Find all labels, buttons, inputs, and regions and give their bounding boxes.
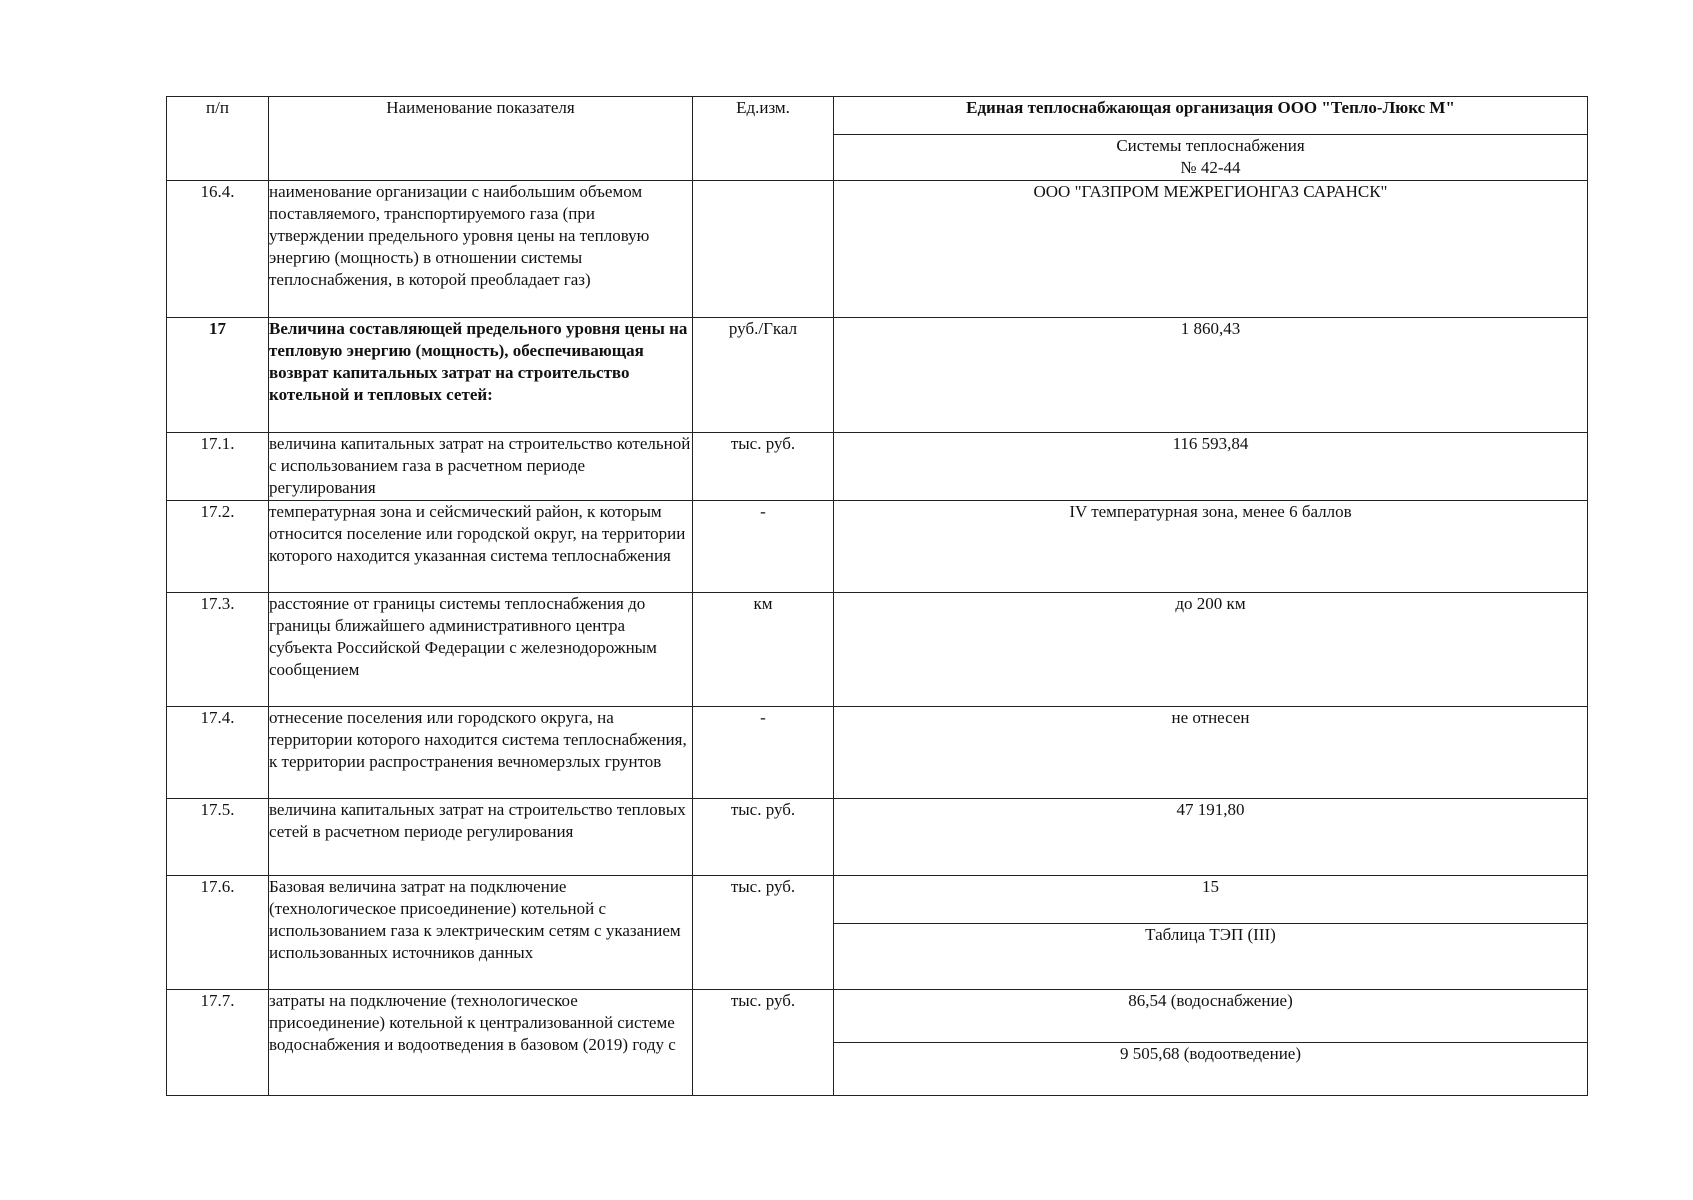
row-number: 17.2. <box>167 501 269 593</box>
row-value: не отнесен <box>834 707 1588 799</box>
table-row <box>167 593 1588 707</box>
table-row <box>167 799 1588 876</box>
header-systems-line2: № 42-44 <box>1180 158 1241 177</box>
row-number: 17.4. <box>167 707 269 799</box>
row-name: отнесение поселения или городского округа, на территории которого находится система теплоснабжения, к территории распространения вечномерзлых грунтов <box>269 707 693 799</box>
row-name: температурная зона и сейсмический район, к которым относится поселение или городской округ, на территории которого находится указанная система теплоснабжения <box>269 501 693 593</box>
table-row <box>167 318 1588 433</box>
row-unit: - <box>693 501 834 593</box>
row-name: затраты на подключение (технологическое присоединение) котельной к централизованной системе водоснабжения и водоотведения в базовом (2019) году с <box>269 990 693 1096</box>
row-unit: - <box>693 707 834 799</box>
row-value: 1 860,43 <box>834 318 1588 433</box>
row-name: Величина составляющей предельного уровня цены на тепловую энергию (мощность), обеспечивающая возврат капитальных затрат на строительство котельной и тепловых сетей: <box>269 318 693 433</box>
row-unit: тыс. руб. <box>693 799 834 876</box>
row-number: 17.7. <box>167 990 269 1096</box>
table-row <box>167 501 1588 593</box>
header-systems <box>834 135 1588 181</box>
row-number: 17.1. <box>167 433 269 501</box>
header-name: Наименование показателя <box>269 97 693 181</box>
row-value: IV температурная зона, менее 6 баллов <box>834 501 1588 593</box>
row-number: 17.3. <box>167 593 269 707</box>
header-unit: Ед.изм. <box>693 97 834 181</box>
row-number: 17.5. <box>167 799 269 876</box>
row-number: 16.4. <box>167 181 269 318</box>
row-unit: тыс. руб. <box>693 433 834 501</box>
table-row <box>167 181 1588 318</box>
row-unit <box>693 181 834 318</box>
row-value: ООО "ГАЗПРОМ МЕЖРЕГИОНГАЗ САРАНСК" <box>834 181 1588 318</box>
row-unit: км <box>693 593 834 707</box>
row-value-b: Таблица ТЭП (III) <box>834 924 1588 990</box>
table-row <box>167 876 1588 924</box>
row-number: 17 <box>167 318 269 433</box>
row-value: 47 191,80 <box>834 799 1588 876</box>
tariff-table <box>166 96 1588 1096</box>
row-name: величина капитальных затрат на строительство котельной с использованием газа в расчетном периоде регулирования <box>269 433 693 501</box>
row-value: 116 593,84 <box>834 433 1588 501</box>
table-row <box>167 433 1588 501</box>
table-row <box>167 707 1588 799</box>
row-value-a: 86,54 (водоснабжение) <box>834 990 1588 1043</box>
header-num: п/п <box>167 97 269 181</box>
header-row-1 <box>167 97 1588 135</box>
row-number: 17.6. <box>167 876 269 990</box>
table-row <box>167 990 1588 1043</box>
row-name: наименование организации с наибольшим объемом поставляемого, транспортируемого газа (при утверждении предельного уровня цены на тепловую энергию (мощность) в отношении системы теплоснабжения, в которой преобладает газ) <box>269 181 693 318</box>
row-unit: руб./Гкал <box>693 318 834 433</box>
row-unit: тыс. руб. <box>693 990 834 1096</box>
document-page <box>166 96 1587 1096</box>
row-value: до 200 км <box>834 593 1588 707</box>
row-unit: тыс. руб. <box>693 876 834 990</box>
row-name: расстояние от границы системы теплоснабжения до границы ближайшего административного центра субъекта Российской Федерации с железнодорожным сообщением <box>269 593 693 707</box>
row-value-a: 15 <box>834 876 1588 924</box>
header-organization: Единая теплоснабжающая организация ООО "Тепло-Люкс М" <box>834 97 1588 135</box>
row-name: Базовая величина затрат на подключение (технологическое присоединение) котельной с использованием газа к электрическим сетям с указанием использованных источников данных <box>269 876 693 990</box>
row-name: величина капитальных затрат на строительство тепловых сетей в расчетном периоде регулирования <box>269 799 693 876</box>
header-systems-line1: Системы теплоснабжения <box>1116 136 1305 155</box>
row-value-b: 9 505,68 (водоотведение) <box>834 1043 1588 1096</box>
